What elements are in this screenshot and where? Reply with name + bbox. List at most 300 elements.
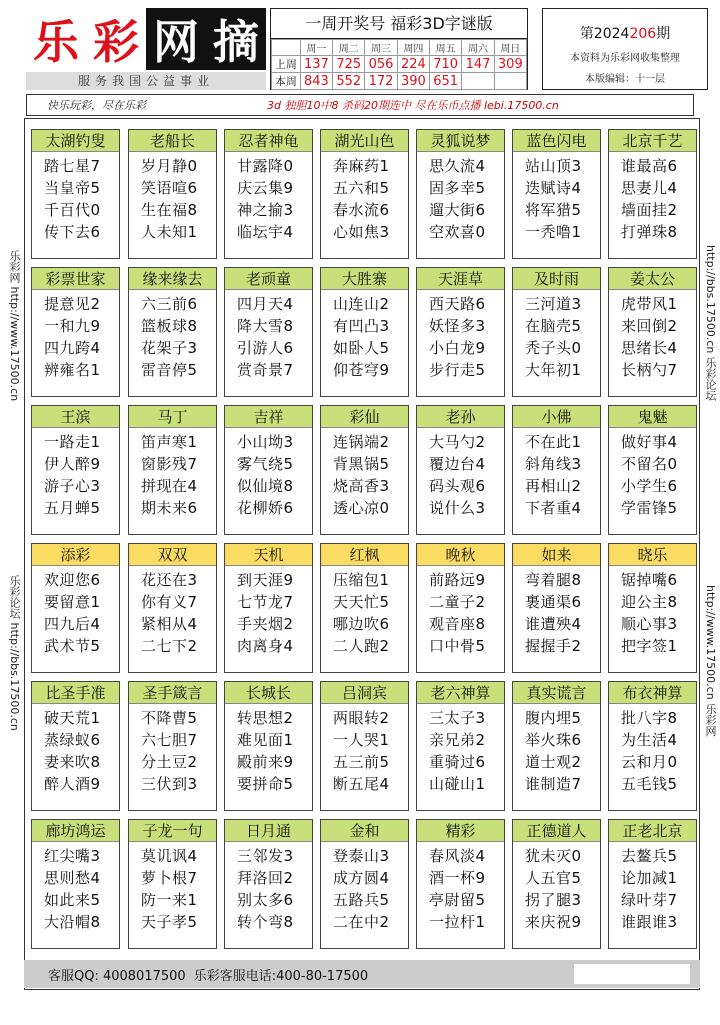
riddle-line: 迭赋诗4 <box>525 179 582 197</box>
draw-number: 725 <box>333 56 365 73</box>
side-text-right-bottom: http://www.17500.cn 乐彩网 <box>704 585 717 737</box>
riddle-line: 背黑锅5 <box>333 455 390 473</box>
riddle-cell-title: 缘来缘去 <box>129 268 216 290</box>
footer-box <box>574 964 690 984</box>
riddle-cell-title: 马丁 <box>129 406 216 428</box>
riddle-lines <box>225 428 312 519</box>
riddle-cell <box>512 543 601 673</box>
riddle-cell <box>31 405 120 535</box>
side-text-right-top: http://bbs.17500.cn 乐彩论坛 <box>704 245 717 401</box>
header <box>16 4 708 90</box>
riddle-lines <box>321 428 408 519</box>
riddle-line: 踏七星7 <box>44 157 101 175</box>
riddle-lines <box>225 566 312 657</box>
riddle-line: 传下去6 <box>44 223 101 241</box>
riddle-line: 三太子3 <box>429 709 486 727</box>
riddle-line: 成方圆4 <box>333 869 390 887</box>
riddle-line: 妖怪多3 <box>429 317 486 335</box>
riddle-line: 说什么3 <box>429 499 486 517</box>
riddle-line: 亲兄弟2 <box>429 731 486 749</box>
riddle-line: 二童子2 <box>429 593 486 611</box>
riddle-line: 论加减1 <box>621 869 678 887</box>
riddle-line: 如此来5 <box>44 891 101 909</box>
riddle-line: 别太多6 <box>237 891 294 909</box>
row-label: 本周 <box>272 73 301 90</box>
draw-number: 172 <box>365 73 397 90</box>
riddle-line: 绿叶芽7 <box>621 891 678 909</box>
riddle-cell-title: 灵狐说梦 <box>417 130 504 152</box>
draw-title: 一周开奖号 福彩3D字谜版 <box>271 9 527 39</box>
riddle-lines <box>417 842 504 933</box>
riddle-lines <box>32 428 119 519</box>
day-header: 周二 <box>333 40 365 56</box>
day-header: 周四 <box>397 40 429 56</box>
riddle-line: 神之揄3 <box>237 201 294 219</box>
riddle-line: 雾气绕5 <box>237 455 294 473</box>
riddle-cell <box>320 819 409 949</box>
riddle-cell-title: 正老北京 <box>609 820 696 842</box>
riddle-cell <box>31 681 120 811</box>
riddle-cell-title: 圣手箴言 <box>129 682 216 704</box>
riddle-line: 斜角线3 <box>525 455 582 473</box>
riddle-line: 步行走5 <box>429 361 486 379</box>
riddle-line: 弯着腿8 <box>525 571 582 589</box>
riddle-line: 天天忙5 <box>333 593 390 611</box>
riddle-cell <box>608 819 697 949</box>
draw-number: 056 <box>365 56 397 73</box>
riddle-line: 你有义7 <box>141 593 198 611</box>
riddle-cell-title: 蓝色闪电 <box>513 130 600 152</box>
riddle-line: 要拼命5 <box>237 775 294 793</box>
side-text-left-top: 乐彩网 http://www.17500.cn <box>8 250 21 402</box>
riddle-line: 期未来6 <box>141 499 198 517</box>
riddle-line: 腹内埋5 <box>525 709 582 727</box>
riddle-line: 临坛宇4 <box>237 223 294 241</box>
riddle-cell-title: 真实谎言 <box>513 682 600 704</box>
riddle-cell-title: 正德道人 <box>513 820 600 842</box>
riddle-line: 四九跨4 <box>44 339 101 357</box>
riddle-line: 二在中2 <box>333 913 390 931</box>
riddle-lines <box>321 566 408 657</box>
riddle-cell-title: 吉祥 <box>225 406 312 428</box>
riddle-cell-title: 双双 <box>129 544 216 566</box>
riddle-cell <box>416 405 505 535</box>
riddle-line: 谁跟谁3 <box>621 913 678 931</box>
riddle-lines <box>225 152 312 243</box>
riddle-line: 引游人6 <box>237 339 294 357</box>
riddle-lines <box>513 290 600 381</box>
riddle-line: 把字签1 <box>621 637 678 655</box>
riddle-line: 握握手2 <box>525 637 582 655</box>
riddle-line: 一路走1 <box>44 433 101 451</box>
riddle-lines <box>513 704 600 795</box>
riddle-line: 批八字8 <box>621 709 678 727</box>
draw-number: 390 <box>397 73 429 90</box>
riddle-line: 长柄勺7 <box>621 361 678 379</box>
riddle-line: 一拉杆1 <box>429 913 486 931</box>
banner <box>26 94 694 116</box>
riddle-lines <box>609 290 696 381</box>
riddle-line: 西天路6 <box>429 295 486 313</box>
riddle-cell-title: 小佛 <box>513 406 600 428</box>
riddle-line: 笛声寒1 <box>141 433 198 451</box>
riddle-lines <box>129 704 216 795</box>
riddle-line: 到天涯9 <box>237 571 294 589</box>
draw-number: 137 <box>300 56 332 73</box>
riddle-line: 大沿帽8 <box>44 913 101 931</box>
riddle-line: 甘露降0 <box>237 157 294 175</box>
riddle-line: 压缩包1 <box>333 571 390 589</box>
riddle-line: 殿前来9 <box>237 753 294 771</box>
riddle-line: 透心凉0 <box>333 499 390 517</box>
riddle-lines <box>417 290 504 381</box>
riddle-cell-title: 红枫 <box>321 544 408 566</box>
riddle-line: 千百代0 <box>44 201 101 219</box>
riddle-line: 武术节5 <box>44 637 101 655</box>
day-header: 周三 <box>365 40 397 56</box>
riddle-cell-title: 鬼魅 <box>609 406 696 428</box>
riddle-cell <box>224 819 313 949</box>
riddle-line: 手夹烟2 <box>237 615 294 633</box>
riddle-lines <box>225 842 312 933</box>
riddle-line: 酒一杯9 <box>429 869 486 887</box>
riddle-lines <box>609 428 696 519</box>
riddle-lines <box>321 704 408 795</box>
riddle-line: 秃子头0 <box>525 339 582 357</box>
riddle-line: 来庆祝9 <box>525 913 582 931</box>
riddle-line: 观音座8 <box>429 615 486 633</box>
draw-number: 843 <box>300 73 332 90</box>
riddle-line: 肉离身4 <box>237 637 294 655</box>
riddle-lines <box>417 428 504 519</box>
riddle-line: 思绪长4 <box>621 339 678 357</box>
riddle-line: 五毛钱5 <box>621 775 678 793</box>
riddle-line: 谁遭殃4 <box>525 615 582 633</box>
riddle-line: 再相山2 <box>525 477 582 495</box>
riddle-lines <box>513 428 600 519</box>
side-text-left-bottom: 乐彩论坛 http://bbs.17500.cn <box>8 575 21 731</box>
riddle-line: 转个弯8 <box>237 913 294 931</box>
riddle-cell-title: 日月通 <box>225 820 312 842</box>
riddle-line: 思久流4 <box>429 157 486 175</box>
riddle-cell <box>31 267 120 397</box>
riddle-cell <box>608 267 697 397</box>
riddle-line: 难见面1 <box>237 731 294 749</box>
riddle-cell <box>416 819 505 949</box>
riddle-cell-title: 忍者神龟 <box>225 130 312 152</box>
riddle-line: 四月天4 <box>237 295 294 313</box>
draw-number: 710 <box>430 56 462 73</box>
riddle-lines <box>417 704 504 795</box>
riddle-line: 防一来1 <box>141 891 198 909</box>
riddle-cell <box>320 681 409 811</box>
riddle-cell-title: 彩仙 <box>321 406 408 428</box>
riddle-line: 春水流6 <box>333 201 390 219</box>
banner-ad[interactable]: 3d 独胆10中8 杀码20期连中 尽在乐币点播 lebi.17500.cn <box>267 99 559 112</box>
riddle-cell <box>512 129 601 259</box>
riddle-lines <box>609 842 696 933</box>
riddle-line: 有凹凸3 <box>333 317 390 335</box>
riddle-line: 赏奇景7 <box>237 361 294 379</box>
riddle-line: 如卧人5 <box>333 339 390 357</box>
riddle-line: 前路远9 <box>429 571 486 589</box>
riddle-line: 举火珠6 <box>525 731 582 749</box>
riddle-cell-title: 晚秋 <box>417 544 504 566</box>
riddle-cell <box>31 543 120 673</box>
draw-number <box>494 73 526 90</box>
riddle-cell-title: 添彩 <box>32 544 119 566</box>
riddle-cell-title: 彩票世家 <box>32 268 119 290</box>
riddle-line: 花架子3 <box>141 339 198 357</box>
riddle-line: 学雷锋5 <box>621 499 678 517</box>
riddle-lines <box>225 290 312 381</box>
draw-number: 147 <box>462 56 494 73</box>
riddle-cell <box>512 405 601 535</box>
riddle-line: 不在此1 <box>525 433 582 451</box>
riddle-lines <box>609 704 696 795</box>
riddle-cell <box>128 405 217 535</box>
riddle-line: 谁最高6 <box>621 157 678 175</box>
riddle-line: 人五官5 <box>525 869 582 887</box>
riddle-lines <box>32 566 119 657</box>
riddle-line: 五六和5 <box>333 179 390 197</box>
riddle-cell-title: 老六神算 <box>417 682 504 704</box>
riddle-cell <box>224 681 313 811</box>
riddle-line: 两眼转2 <box>333 709 390 727</box>
riddle-line: 云和月0 <box>621 753 678 771</box>
riddle-line: 似仙境8 <box>237 477 294 495</box>
riddle-line: 去鳌兵5 <box>621 847 678 865</box>
riddle-line: 心如焦3 <box>333 223 390 241</box>
riddle-cell <box>31 129 120 259</box>
riddle-line: 蒸绿蚁6 <box>44 731 101 749</box>
riddle-lines <box>129 152 216 243</box>
riddle-line: 一和九9 <box>44 317 101 335</box>
riddle-cell-title: 王滨 <box>32 406 119 428</box>
riddle-cell <box>512 681 601 811</box>
riddle-line: 覆边台4 <box>429 455 486 473</box>
riddle-cell-title: 长城长 <box>225 682 312 704</box>
riddle-line: 辨雍名1 <box>44 361 101 379</box>
riddle-line: 码头观6 <box>429 477 486 495</box>
riddle-lines <box>321 152 408 243</box>
logo-char: 彩 <box>93 15 139 69</box>
draw-number: 552 <box>333 73 365 90</box>
riddle-line: 五月蝉5 <box>44 499 101 517</box>
riddle-line: 锯掉嘴6 <box>621 571 678 589</box>
riddle-line: 虎带风1 <box>621 295 678 313</box>
riddle-cell-title: 老孙 <box>417 406 504 428</box>
riddle-cell-title: 布衣神算 <box>609 682 696 704</box>
day-header: 周一 <box>300 40 332 56</box>
riddle-cell <box>31 819 120 949</box>
riddle-line: 遛大街6 <box>429 201 486 219</box>
riddle-line: 醉人酒9 <box>44 775 101 793</box>
riddle-cell <box>416 681 505 811</box>
riddle-line: 在脑壳5 <box>525 317 582 335</box>
draw-number: 309 <box>494 56 526 73</box>
riddle-line: 犹未灭0 <box>525 847 582 865</box>
banner-slogan: 快乐玩彩，尽在乐彩 <box>47 99 146 112</box>
riddle-cell <box>128 129 217 259</box>
riddle-cell-title: 吕洞宾 <box>321 682 408 704</box>
riddle-line: 奔麻药1 <box>333 157 390 175</box>
riddle-line: 莫讥讽4 <box>141 847 198 865</box>
riddle-cell <box>608 543 697 673</box>
riddle-line: 生在福8 <box>141 201 198 219</box>
riddle-cell <box>320 543 409 673</box>
riddle-line: 仰苍穹9 <box>333 361 390 379</box>
riddle-line: 四九后4 <box>44 615 101 633</box>
riddle-line: 花还在3 <box>141 571 198 589</box>
issue-info <box>542 8 708 90</box>
riddle-line: 重骑过6 <box>429 753 486 771</box>
riddle-line: 游子心3 <box>44 477 101 495</box>
riddle-cell <box>416 267 505 397</box>
footer-qq: 客服QQ: 4008017500 <box>48 968 186 984</box>
riddle-cell-title: 天机 <box>225 544 312 566</box>
riddle-lines <box>32 290 119 381</box>
riddle-line: 笑语喧6 <box>141 179 198 197</box>
riddle-cell <box>608 129 697 259</box>
riddle-cell <box>512 267 601 397</box>
riddle-cell <box>128 267 217 397</box>
riddle-lines <box>417 566 504 657</box>
riddle-line: 思则愁4 <box>44 869 101 887</box>
riddle-cell <box>320 129 409 259</box>
riddle-line: 小学生6 <box>621 477 678 495</box>
source-note: 本资料为乐彩网收集整理 <box>570 53 680 64</box>
riddle-line: 站山顶3 <box>525 157 582 175</box>
riddle-cell-title: 子龙一句 <box>129 820 216 842</box>
riddle-line: 连锅端2 <box>333 433 390 451</box>
riddle-line: 哪边吹6 <box>333 615 390 633</box>
riddle-line: 红尖嘴3 <box>44 847 101 865</box>
riddle-line: 紧相从4 <box>141 615 198 633</box>
draw-number: 224 <box>397 56 429 73</box>
logo <box>26 8 266 70</box>
riddle-cell <box>224 129 313 259</box>
riddle-line: 墙面挂2 <box>621 201 678 219</box>
riddle-line: 拜洛回2 <box>237 869 294 887</box>
riddle-line: 小白龙9 <box>429 339 486 357</box>
riddle-line: 五三前5 <box>333 753 390 771</box>
riddle-line: 做好事4 <box>621 433 678 451</box>
riddle-cell <box>128 681 217 811</box>
riddle-line: 不留名0 <box>621 455 678 473</box>
riddle-line: 亭尉留5 <box>429 891 486 909</box>
riddle-line: 山碰山1 <box>429 775 486 793</box>
riddle-cell-title: 廊坊鸿运 <box>32 820 119 842</box>
riddle-line: 六三前6 <box>141 295 198 313</box>
riddle-line: 口中骨5 <box>429 637 486 655</box>
riddle-line: 不降曹5 <box>141 709 198 727</box>
footer <box>24 960 700 988</box>
riddle-line: 五路兵5 <box>333 891 390 909</box>
riddle-cell-title: 北京千艺 <box>609 130 696 152</box>
riddle-cell <box>416 543 505 673</box>
riddle-lines <box>609 152 696 243</box>
riddle-cell-title: 精彩 <box>417 820 504 842</box>
riddle-cell-title: 大胜寨 <box>321 268 408 290</box>
riddle-line: 裹通渠6 <box>525 593 582 611</box>
riddle-cell <box>512 819 601 949</box>
riddle-line: 小山坳3 <box>237 433 294 451</box>
riddle-line: 谁制造7 <box>525 775 582 793</box>
riddle-line: 来回倒2 <box>621 317 678 335</box>
riddle-line: 分土豆2 <box>141 753 198 771</box>
draw-number: 651 <box>430 73 462 90</box>
riddle-line: 拼现在4 <box>141 477 198 495</box>
riddle-line: 三邻发3 <box>237 847 294 865</box>
day-header: 周五 <box>430 40 462 56</box>
riddle-line: 山连山2 <box>333 295 390 313</box>
riddle-lines <box>513 152 600 243</box>
issue-number: 第2024206期 <box>579 26 671 42</box>
riddle-line: 登泰山3 <box>333 847 390 865</box>
riddle-line: 破天荒1 <box>44 709 101 727</box>
editor-note: 本版编辑：十一层 <box>585 74 665 85</box>
riddle-line: 一秃噜1 <box>525 223 582 241</box>
logo-char: 网 <box>146 8 206 70</box>
riddle-line: 思妻儿4 <box>621 179 678 197</box>
riddle-line: 迎公主8 <box>621 593 678 611</box>
riddle-cell <box>416 129 505 259</box>
riddle-line: 七节龙7 <box>237 593 294 611</box>
riddle-cell-title: 金和 <box>321 820 408 842</box>
riddle-line: 一人哭1 <box>333 731 390 749</box>
riddle-cell <box>320 405 409 535</box>
riddle-lines <box>513 566 600 657</box>
riddle-cell <box>224 543 313 673</box>
riddle-line: 二人跑2 <box>333 637 390 655</box>
riddle-line: 伊人醉9 <box>44 455 101 473</box>
riddle-lines <box>609 566 696 657</box>
riddle-lines <box>321 842 408 933</box>
draw-table <box>271 39 527 90</box>
row-label: 上周 <box>272 56 301 73</box>
day-header: 周六 <box>462 40 494 56</box>
riddle-line: 三河道3 <box>525 295 582 313</box>
riddle-line: 空欢喜0 <box>429 223 486 241</box>
riddle-cell-title: 太湖钓叟 <box>32 130 119 152</box>
riddle-grid <box>24 118 700 990</box>
draw-number <box>462 73 494 90</box>
riddle-line: 窗影残7 <box>141 455 198 473</box>
riddle-cell <box>128 543 217 673</box>
riddle-line: 拐了腿3 <box>525 891 582 909</box>
riddle-cell-title: 如来 <box>513 544 600 566</box>
riddle-cell-title: 及时雨 <box>513 268 600 290</box>
riddle-cell <box>608 405 697 535</box>
riddle-line: 为生活4 <box>621 731 678 749</box>
riddle-line: 大马勺2 <box>429 433 486 451</box>
riddle-line: 雷音停5 <box>141 361 198 379</box>
riddle-line: 提意见2 <box>44 295 101 313</box>
riddle-cell-title: 湖光山色 <box>321 130 408 152</box>
riddle-lines <box>129 428 216 519</box>
riddle-lines <box>32 152 119 243</box>
riddle-line: 烧高香3 <box>333 477 390 495</box>
riddle-line: 三伏到3 <box>141 775 198 793</box>
riddle-line: 当皇帝5 <box>44 179 101 197</box>
logo-char: 乐 <box>33 15 79 69</box>
riddle-cell <box>224 405 313 535</box>
riddle-cell <box>608 681 697 811</box>
riddle-line: 天子孝5 <box>141 913 198 931</box>
riddle-lines <box>32 704 119 795</box>
riddle-line: 降大雪8 <box>237 317 294 335</box>
